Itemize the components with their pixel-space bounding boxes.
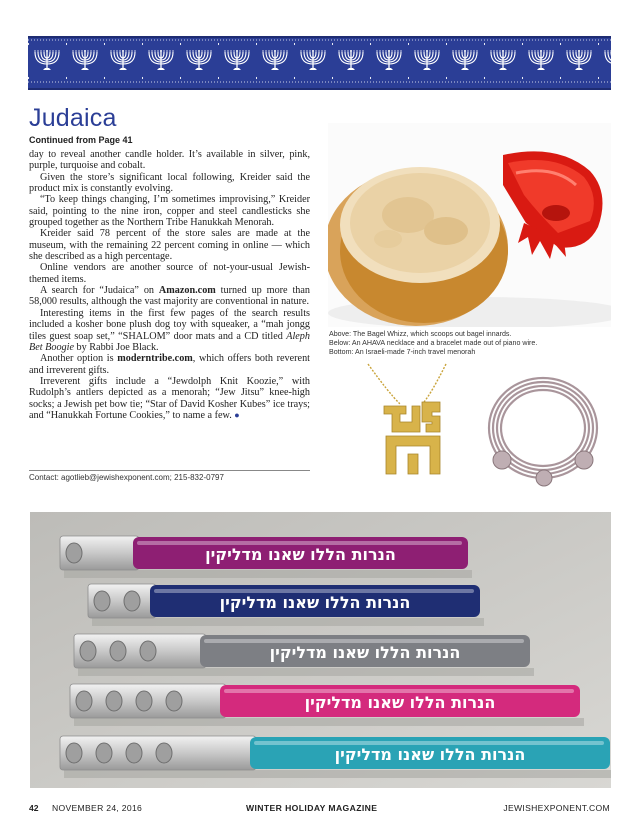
bagel-whizz-photo xyxy=(328,123,611,327)
magazine-name: WINTER HOLIDAY MAGAZINE xyxy=(246,803,378,813)
text-run: Another option is xyxy=(40,353,118,365)
article-paragraph xyxy=(29,285,310,308)
article-paragraph: “To keep things changing, I’m sometimes improvising,” Kreider said, pointing to the nine iron, copper and steel candlesticks she grouped together as the Northern Tribe Hanukkah Menorah. xyxy=(29,194,310,229)
text-run: Irreverent gifts include a “Jewdolph Knit Koozie,” with Rudolph’s antlers depicted as a menorah; “Jew Jitsu” knee-high socks; a Jewish pet bow tie; “Star of David Kosher Kubes” ice trays; and “Hanukkah Fortune Cookies,” to name a few. xyxy=(29,375,310,421)
article-paragraph xyxy=(29,376,310,421)
section-title: Judaica xyxy=(29,104,117,132)
menorah-banner xyxy=(28,36,611,90)
travel-menorah-photo xyxy=(30,512,611,788)
article-paragraph xyxy=(29,308,310,353)
bagel-illustration xyxy=(328,123,611,327)
necklace-bracelet-photo xyxy=(328,362,611,490)
continued-from-line xyxy=(29,135,133,145)
cd-title: Aleph Bet Boogie xyxy=(29,330,310,353)
continued-prefix: Continued from xyxy=(29,135,99,145)
moderntribe-link[interactable]: moderntribe.com xyxy=(117,353,193,365)
jewelry-illustration xyxy=(328,362,611,490)
article-paragraph xyxy=(29,353,310,376)
article-body xyxy=(29,149,310,421)
article-paragraph: Kreider said 78 percent of the store sales are made at the museum, with the remaining 22 percent coming in online — which she described as a high percentage. xyxy=(29,228,310,263)
caption-below: Below: An AHAVA necklace and a bracelet made out of piano wire. xyxy=(329,339,538,347)
menorah-inscription: הנרות הללו שאנו מדליקין xyxy=(269,643,461,662)
menorah-inscription: הנרות הללו שאנו מדליקין xyxy=(334,745,526,764)
contact-divider xyxy=(29,470,310,471)
article-paragraph: day to reveal another candle holder. It’s available in silver, pink, purple, turquoise and cobalt. xyxy=(29,149,310,172)
menorah-inscription: הנרות הללו שאנו מדליקין xyxy=(219,593,411,612)
menorah-inscription: הנרות הללו שאנו מדליקין xyxy=(304,693,496,712)
text-run: by Rabbi Joe Black. xyxy=(73,341,159,353)
menorah-pattern xyxy=(28,38,611,84)
caption-above: Above: The Bagel Whizz, which scoops out bagel innards. xyxy=(329,330,512,338)
article-paragraph: Given the store’s significant local following, Kreider said the product mix is constantly evolving. xyxy=(29,171,310,195)
text-run: A search for “Judaica” on xyxy=(40,285,159,297)
amazon-link[interactable]: Amazon.com xyxy=(158,285,216,297)
issue-date: NOVEMBER 24, 2016 xyxy=(52,803,143,813)
contact-line: Contact: agotlieb@jewishexponent.com; 215-832-0797 xyxy=(29,473,224,482)
caption-bottom: Bottom: An Israeli-made 7-inch travel menorah xyxy=(329,348,476,356)
page-number: 42 xyxy=(29,803,39,813)
text-run: turned up more than 58,000 results, although the vast majority are conventional in nature. xyxy=(29,285,311,308)
text-run: Interesting items in the first few pages of the search results included a kosher bone plush dog toy with squeaker, a “mah jongg tiles guest soap set,” “SHALOM” door mats and a CD titled xyxy=(29,307,310,342)
menorah-illustration xyxy=(30,512,611,788)
article-paragraph: Online vendors are another source of not-your-usual Jewish-themed items. xyxy=(29,262,310,285)
continued-page-link[interactable]: Page 41 xyxy=(98,135,133,145)
menorah-inscription: הנרות הללו שאנו מדליקין xyxy=(205,545,396,564)
website-link[interactable]: JEWISHEXPONENT.COM xyxy=(503,803,610,813)
text-run: , which offers both reverent and irreverent gifts. xyxy=(29,353,310,376)
photo-captions xyxy=(329,330,619,357)
end-mark-icon: ● xyxy=(234,409,240,420)
